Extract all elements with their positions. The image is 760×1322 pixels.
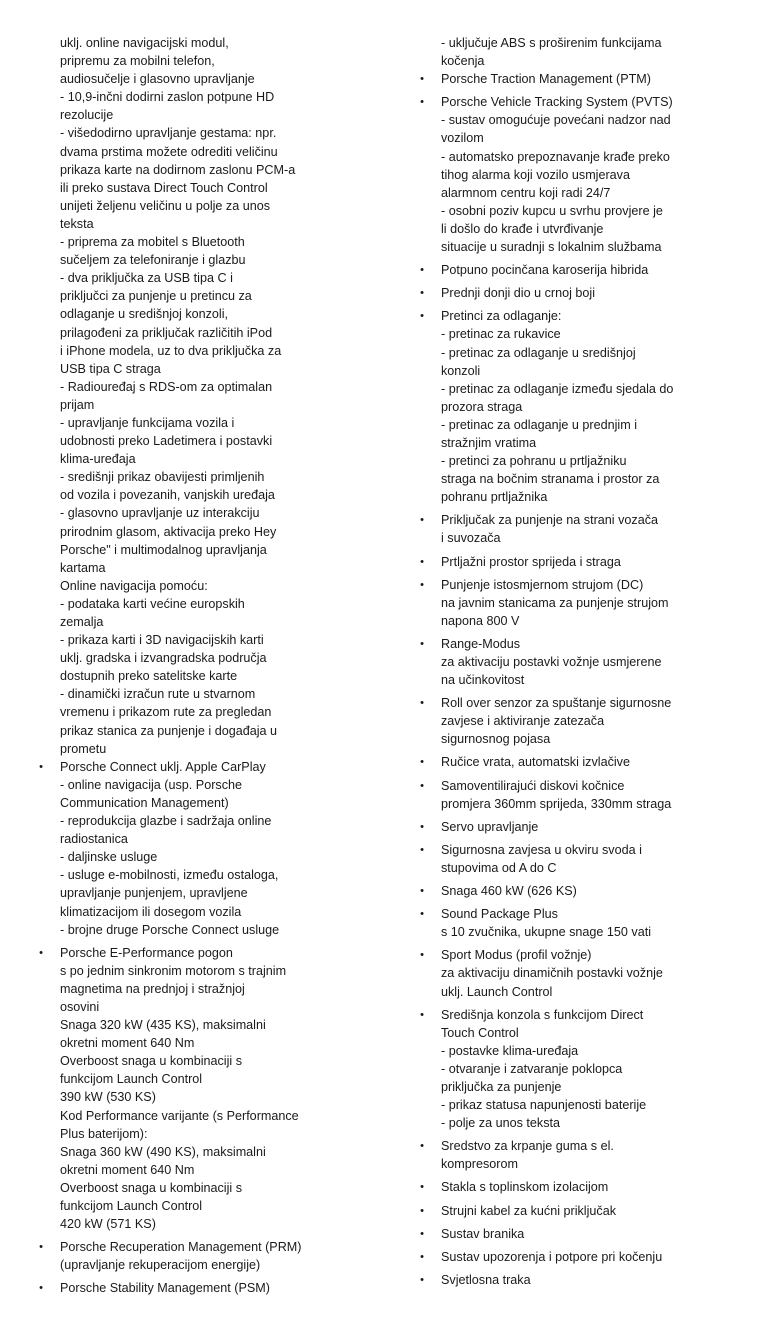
list-item (417, 946, 737, 1000)
bullet-icon: • (420, 1181, 424, 1194)
list-item (417, 882, 737, 900)
list-item-line: kompresorom (441, 1157, 518, 1172)
list-item-line: Snaga 320 kW (435 KS), maksimalni (60, 1018, 266, 1033)
list-item-line: Overboost snaga u kombinaciji s (60, 1054, 243, 1069)
list-item-line: radiostanica (60, 832, 128, 847)
bullet-icon: • (420, 949, 424, 962)
list-item (417, 511, 737, 547)
text-line: prilagođeni za priključak različitih iPod (60, 325, 273, 340)
bullet-icon: • (420, 637, 424, 650)
text-line: prometu (60, 741, 107, 756)
text-line: unijeti željenu veličinu u polje za unos (60, 198, 271, 213)
list-item (417, 1225, 737, 1243)
list-item-line: uklj. Launch Control (441, 984, 553, 999)
list-item (417, 70, 737, 88)
right-bullet-list (417, 70, 737, 1289)
list-item-line: upravljanje punjenjem, upravljene (60, 886, 248, 901)
bullet-icon: • (420, 697, 424, 710)
list-item (417, 1271, 737, 1289)
list-item-line: li došlo do krađe i utvrđivanje (441, 221, 604, 236)
list-item-line: Overboost snaga u kombinaciji s (60, 1180, 243, 1195)
list-item-line: okretni moment 640 Nm (60, 1036, 195, 1051)
text-line: - uključuje ABS s proširenim funkcijama (441, 36, 662, 50)
list-item-line: - online navigacija (usp. Porsche (60, 777, 243, 792)
list-item-line: Svjetlosna traka (441, 1272, 531, 1287)
list-item-line: - daljinske usluge (60, 850, 158, 865)
list-item-line: Snaga 460 kW (626 KS) (441, 884, 577, 899)
list-item-line: promjera 360mm sprijeda, 330mm straga (441, 796, 672, 811)
list-item-line: Porsche Traction Management (PTM) (441, 72, 651, 87)
list-item-line: i suvozača (441, 531, 501, 546)
bullet-icon: • (420, 1227, 424, 1240)
list-item-line: - reprodukcija glazbe i sadržaja online (60, 814, 272, 829)
bullet-icon: • (420, 310, 424, 323)
list-item (417, 1137, 737, 1173)
text-line: - podataka karti većine europskih (60, 596, 245, 611)
list-item-line: alarmnom centru koji radi 24/7 (441, 185, 611, 200)
list-item (417, 307, 737, 506)
list-item-line: - prikaz statusa napunjenosti baterije (441, 1098, 647, 1113)
list-item (417, 694, 737, 748)
list-item-line: Sustav upozorenja i potpore pri kočenju (441, 1249, 663, 1264)
list-item (417, 905, 737, 941)
left-column (36, 34, 376, 1297)
text-line: dvama prstima možete odrediti veličinu (60, 144, 278, 159)
text-line: - upravljanje funkcijama vozila i (60, 415, 235, 430)
list-item-line: zavjese i aktiviranje zatezača (441, 714, 605, 729)
text-line: ili preko sustava Direct Touch Control (60, 180, 268, 195)
list-item-line: klimatizacijom ili dosegom vozila (60, 904, 242, 919)
text-line: USB tipa C straga (60, 361, 161, 376)
list-item-line: Sredstvo za krpanje guma s el. (441, 1139, 614, 1154)
list-item-line: Punjenje istosmjernom strujom (DC) (441, 577, 644, 592)
list-item-line: Sigurnosna zavjesa u okviru svoda i (441, 842, 642, 857)
list-item-line: - pretinac za odlaganje u prednjim i (441, 417, 638, 432)
bullet-icon: • (420, 96, 424, 109)
text-line: - dva priključka za USB tipa C i (60, 271, 233, 286)
list-item-line: pohranu prtljažnika (441, 490, 548, 505)
list-item-line: - pretinci za pohranu u prtljažniku (441, 454, 627, 469)
list-item-line: Snaga 360 kW (490 KS), maksimalni (60, 1144, 266, 1159)
list-item-line: - osobni poziv kupcu u svrhu provjere je (441, 203, 663, 218)
list-item-line: Ručice vrata, automatski izvlačive (441, 755, 630, 770)
list-item-line: - brojne druge Porsche Connect usluge (60, 922, 280, 937)
bullet-icon: • (420, 779, 424, 792)
list-item-line: Roll over senzor za spuštanje sigurnosne (441, 696, 672, 711)
list-item-line: za aktivaciju postavki vožnje usmjerene (441, 655, 662, 669)
bullet-icon: • (420, 885, 424, 898)
list-item-line: s po jednim sinkronim motorom s trajnim (60, 963, 287, 978)
text-line: prikaza karte na dodirnom zaslonu PCM-a (60, 162, 296, 177)
list-item-line: konzoli (441, 363, 481, 378)
list-item-line: Strujni kabel za kućni priključak (441, 1203, 616, 1218)
bullet-icon: • (420, 1273, 424, 1286)
text-line: i iPhone modela, uz to dva priključka za (60, 343, 282, 358)
text-line: vremenu i prikazom rute za pregledan (60, 705, 272, 720)
text-line: zemalja (60, 615, 104, 629)
list-item-line: na javnim stanicama za punjenje strujom (441, 595, 669, 610)
list-item-line: Pretinci za odlaganje: (441, 309, 562, 324)
list-item-line: okretni moment 640 Nm (60, 1162, 195, 1177)
list-item (417, 635, 737, 689)
list-item-line: Porsche Connect uklj. Apple CarPlay (60, 759, 266, 774)
list-item-line: Potpuno pocinčana karoserija hibrida (441, 263, 649, 278)
bullet-icon: • (39, 1282, 43, 1295)
bullet-icon: • (420, 1204, 424, 1217)
list-item-line: - pretinac za odlaganje u središnjoj (441, 345, 636, 360)
list-item-line: straga na bočnim stranama i prostor za (441, 472, 660, 487)
text-line: kartama (60, 560, 106, 575)
list-item (417, 1248, 737, 1266)
list-item-line: Središnja konzola s funkcijom Direct (441, 1007, 644, 1022)
bullet-icon: • (420, 1140, 424, 1153)
list-item-line: prozora straga (441, 399, 523, 414)
text-line: prirodnim glasom, aktivacija preko Hey (60, 524, 277, 539)
list-item-line: - usluge e-mobilnosti, između ostaloga, (60, 868, 279, 883)
list-item (417, 93, 737, 256)
list-item-line: 420 kW (571 KS) (60, 1217, 156, 1232)
list-item-line: Samoventilirajući diskovi kočnice (441, 778, 625, 793)
list-item (36, 944, 376, 1234)
bullet-icon: • (39, 760, 43, 773)
list-item-line: Priključak za punjenje na strani vozača (441, 513, 659, 528)
list-item-line: funkcijom Launch Control (60, 1072, 203, 1087)
list-item (417, 1006, 737, 1133)
list-item-line: stupovima od A do C (441, 860, 557, 875)
bullet-icon: • (420, 843, 424, 856)
text-line: prikaz stanica za punjenje i događaja u (60, 723, 278, 738)
list-item-line: Porsche Stability Management (PSM) (60, 1281, 270, 1296)
text-line: teksta (60, 216, 94, 231)
list-item (417, 753, 737, 771)
list-item-line: tihog alarma koji vozilo usmjerava (441, 167, 630, 182)
bullet-icon: • (39, 1241, 43, 1254)
list-item-line: - pretinac za rukavice (441, 327, 561, 342)
list-item-line: napona 800 V (441, 613, 520, 628)
list-item-line: stražnjim vratima (441, 435, 537, 450)
text-line: - središnji prikaz obavijesti primljenih (60, 470, 265, 485)
list-item-line: 390 kW (530 KS) (60, 1090, 156, 1105)
text-line: audiosučelje i glasovno upravljanje (60, 72, 255, 87)
bullet-icon: • (420, 578, 424, 591)
text-line: kočenja (441, 54, 485, 69)
list-item-line: magnetima na prednjoj i stražnjoj (60, 981, 245, 996)
list-item-line: - sustav omogućuje povećani nadzor nad (441, 113, 671, 128)
text-line: - višedodirno upravljanje gestama: npr. (60, 126, 277, 141)
text-line: od vozila i povezanih, vanjskih uređaja (60, 488, 275, 503)
list-item-line: Servo upravljanje (441, 819, 539, 834)
text-line: dostupnih preko satelitske karte (60, 669, 238, 684)
right-continuation-text (417, 34, 737, 70)
list-item-line: na učinkovitost (441, 673, 525, 688)
list-item-line: - automatsko prepoznavanje krađe preko (441, 149, 670, 164)
list-item-line: - pretinac za odlaganje između sjedala do (441, 381, 674, 396)
text-line: Porsche" i multimodalnog upravljanja (60, 542, 267, 557)
text-line: uklj. online navigacijski modul, (60, 36, 229, 50)
left-continuation-text (36, 34, 376, 758)
list-item-line: (upravljanje rekuperacijom energije) (60, 1258, 261, 1273)
list-item-line: - postavke klima-uređaja (441, 1043, 579, 1058)
list-item-line: Plus baterijom): (60, 1126, 148, 1141)
list-item-line: vozilom (441, 131, 484, 146)
list-item (417, 284, 737, 302)
list-item-line: osovini (60, 999, 100, 1014)
list-item-line: Sport Modus (profil vožnje) (441, 948, 592, 963)
list-item (417, 1178, 737, 1196)
list-item-line: s 10 zvučnika, ukupne snage 150 vati (441, 925, 652, 940)
text-line: - dinamički izračun rute u stvarnom (60, 687, 256, 702)
list-item (417, 777, 737, 813)
bullet-icon: • (420, 1008, 424, 1021)
list-item (36, 1238, 376, 1274)
list-item-line: Porsche Recuperation Management (PRM) (60, 1240, 302, 1255)
text-line: sučeljem za telefoniranje i glazbu (60, 253, 246, 268)
list-item (417, 576, 737, 630)
list-item-line: Range-Modus (441, 636, 521, 651)
text-line: prijam (60, 397, 95, 412)
bullet-icon: • (420, 756, 424, 769)
list-item-line: Kod Performance varijante (s Performance (60, 1108, 299, 1123)
text-line: udobnosti preko Ladetimera i postavki (60, 434, 273, 449)
text-line: odlaganje u središnjoj konzoli, (60, 307, 229, 322)
list-item-line: Prednji donji dio u crnoj boji (441, 286, 596, 301)
list-item (417, 818, 737, 836)
text-line: - glasovno upravljanje uz interakciju (60, 506, 260, 521)
text-line: priključci za punjenje u pretincu za (60, 289, 252, 304)
list-item (417, 261, 737, 279)
list-item-line: priključka za punjenje (441, 1079, 562, 1094)
list-item-line: - polje za unos teksta (441, 1116, 561, 1131)
list-item-line: Sustav branika (441, 1226, 525, 1241)
list-item-line: Prtljažni prostor sprijeda i straga (441, 554, 621, 569)
text-line: pripremu za mobilni telefon, (60, 54, 215, 69)
list-item-line: Touch Control (441, 1025, 519, 1040)
list-item (417, 553, 737, 571)
list-item-line: funkcijom Launch Control (60, 1199, 203, 1213)
list-item (417, 841, 737, 877)
list-item-line: Stakla s toplinskom izolacijom (441, 1180, 609, 1195)
text-line: - 10,9-inčni dodirni zaslon potpune HD (60, 90, 275, 105)
text-line: rezolucije (60, 108, 114, 123)
bullet-icon: • (420, 514, 424, 527)
text-line: Online navigacija pomoću: (60, 578, 208, 593)
list-item-line: Porsche E-Performance pogon (60, 945, 233, 960)
text-line: - prikaza karti i 3D navigacijskih karti (60, 633, 264, 648)
text-line: uklj. gradska i izvangradska područja (60, 651, 267, 666)
list-item (36, 1279, 376, 1297)
bullet-icon: • (420, 264, 424, 277)
bullet-icon: • (420, 908, 424, 921)
list-item (417, 1202, 737, 1220)
bullet-icon: • (420, 287, 424, 300)
list-item-line: - otvaranje i zatvaranje poklopca (441, 1061, 623, 1076)
bullet-icon: • (420, 73, 424, 86)
bullet-icon: • (420, 555, 424, 568)
text-line: - priprema za mobitel s Bluetooth (60, 235, 245, 250)
list-item-line: situacije u suradnji s lokalnim službama (441, 240, 662, 255)
bullet-icon: • (420, 1250, 424, 1263)
bullet-icon: • (420, 820, 424, 833)
list-item-line: Sound Package Plus (441, 907, 558, 922)
bullet-icon: • (39, 946, 43, 959)
left-bullet-list (36, 758, 376, 1298)
list-item (36, 758, 376, 939)
text-line: klima-uređaja (60, 452, 136, 467)
list-item-line: Porsche Vehicle Tracking System (PVTS) (441, 95, 673, 110)
right-column (417, 34, 737, 1289)
list-item-line: za aktivaciju dinamičnih postavki vožnje (441, 966, 663, 981)
list-item-line: sigurnosnog pojasa (441, 732, 551, 747)
list-item-line: Communication Management) (60, 795, 229, 810)
text-line: - Radiouređaj s RDS-om za optimalan (60, 379, 273, 394)
